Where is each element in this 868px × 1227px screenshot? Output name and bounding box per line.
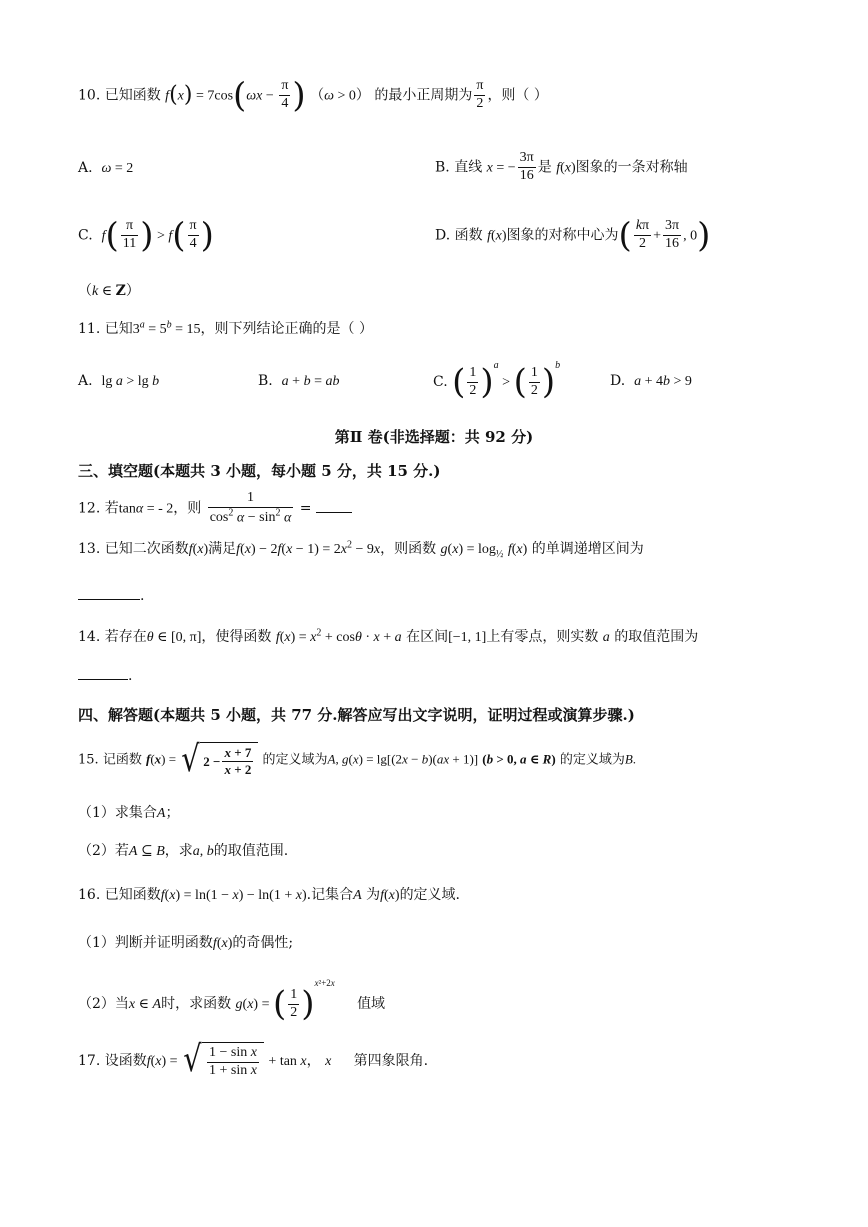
question-16-stem: 16. 已知函数f(x) = ln(1 − x) − ln(1 + x).记集合A 为f(x)的定义域.	[78, 887, 461, 903]
question-11-option-d: D. a + 4b > 9	[610, 373, 692, 389]
question-11-stem: 11. 已知$3^a = 5^b = 15$，则下列结论正确的是（ ）	[78, 319, 373, 337]
question-13: 13. 已知二次函数f(x)满足$f(x) - 2f(x - 1) = 2x^2 - 9x$，则函数 $g(x) = \log_{\frac{1}{2}} f(x)$ 的单调递增区间为	[78, 539, 644, 560]
question-10-option-a: A. ω = 2	[78, 160, 134, 176]
question-14-blank: .	[78, 668, 132, 684]
question-11-option-c: C. ( $\frac{1}{2}$ )$^a$ > ( $\frac{1}{2}$ )$^b$	[433, 360, 561, 402]
question-10-option-d: D. 函数 f(x)图象的对称中心为( $\frac{k\pi}{2}$ + $\frac{3\pi}{16}$ , 0)	[435, 215, 711, 256]
question-15-part-1: （1）求集合A；	[78, 805, 180, 821]
question-16-part-2: （2）当x ∈ A时，求函数 g(x) = ( $\frac{1}{2}$ )$^{x^2+2x}$ 值域	[78, 978, 386, 1024]
question-10-stem: 10. 已知函数 f(x) = 7cos(ωx − $\frac{\pi}{4}$ ) （ω > 0） 的最小正周期为 $\frac{\pi}{2}$ ，则（ ）	[78, 75, 548, 116]
question-11-option-a: A. lg a > lg b	[78, 373, 160, 389]
question-15-stem: 15. 记函数 f(x) = √ 2 − $\frac{x + 7}{x + 2}$ 的定义域为A, g(x) = lg[(2x − b)(ax + 1)] (b > 0, a ∈ R) 的定义域为B.	[78, 739, 637, 780]
section-3-title: 三、填空题(本题共 3 小题，每小题 5 分，共 15 分.)	[78, 462, 441, 480]
question-10-option-d-tail: （k ∈ Z）	[78, 283, 140, 299]
question-17-stem: 17. 设函数f(x) = √ $\frac{\text{1 − sin x}}{\text{1 + sin x}}$ + tan x， x 第四象限角.	[78, 1039, 429, 1080]
question-11-option-b: B. a + b = ab	[258, 373, 340, 389]
section-4-title: 四、解答题(本题共 5 小题，共 77 分.解答应写出文字说明，证明过程或演算步骤.)	[78, 706, 635, 724]
question-12: 12. 若tanα = - 2，则 $\frac{1}{\cos^2 \alpha - \sin^2 \alpha}$ =	[78, 490, 808, 527]
question-15-part-2: （2）若A ⊆ B，求a, b的取值范围.	[78, 843, 289, 859]
question-16-part-1: （1）判断并证明函数f(x)的奇偶性;	[78, 935, 294, 951]
part-2-title: 第Ⅱ 卷(非选择题：共 92 分)	[334, 428, 534, 446]
question-13-blank: .	[78, 588, 144, 604]
question-14: 14. 若存在θ ∈ [0, π]，使得函数 $f(x) = x^2 + \cos\theta \cdot x + a$ 在区间[−1, 1]上有零点，则实数 a 的取值范围为	[78, 627, 699, 645]
question-10-option-c: C. f( $\frac{\pi}{11}$ ) > f( $\frac{\pi}{4}$ )	[78, 215, 214, 256]
question-10-option-b: B. 直线 x = − $\frac{3\pi}{16}$ 是 f(x)图象的一条对称轴	[435, 150, 688, 183]
